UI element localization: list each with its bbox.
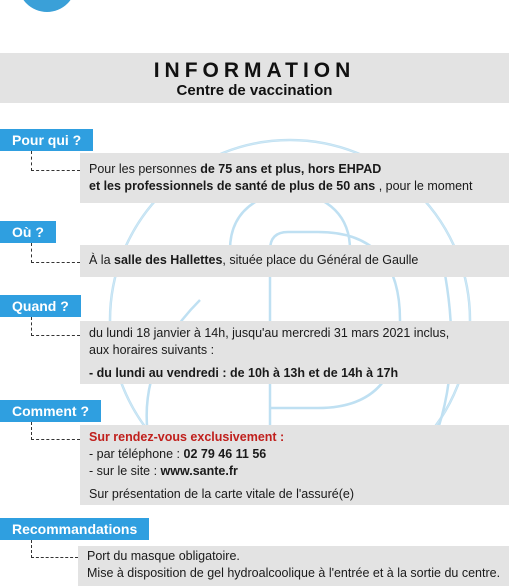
box-recommandations	[78, 546, 509, 586]
quand-line-3: - du lundi au vendredi : de 10h à 13h et de 14h à 17h	[89, 366, 399, 380]
comment-line-1: Sur rendez-vous exclusivement :	[89, 430, 285, 444]
connector-ou	[31, 243, 80, 263]
tag-ou: Où ?	[0, 221, 56, 243]
tag-comment: Comment ?	[0, 400, 101, 422]
tag-pour-qui: Pour qui ?	[0, 129, 93, 151]
pour-qui-line-1: Pour les personnes de 75 ans et plus, hors EHPAD	[89, 162, 382, 176]
comment-line-3: - sur le site : www.sante.fr	[89, 464, 238, 478]
box-comment	[80, 425, 509, 505]
page-title: INFORMATION	[153, 59, 356, 82]
comment-line-4: Sur présentation de la carte vitale de l'assuré(e)	[89, 487, 355, 501]
recommandations-line-2: Mise à disposition de gel hydroalcoolique à l'entrée et à la sortie du centre.	[87, 566, 501, 580]
box-ou	[80, 245, 509, 277]
recommandations-line-1: Port du masque obligatoire.	[87, 549, 240, 563]
pour-qui-line-2: et les professionnels de santé de plus de 50 ans , pour le moment	[89, 179, 473, 193]
connector-quand	[31, 317, 80, 336]
connector-pour-qui	[31, 151, 80, 171]
box-pour-qui	[80, 153, 509, 203]
header-banner	[0, 53, 509, 103]
box-quand	[80, 321, 509, 384]
comment-line-2: - par téléphone : 02 79 46 11 56	[89, 447, 267, 461]
tag-recommandations: Recommandations	[0, 518, 149, 540]
tag-quand: Quand ?	[0, 295, 81, 317]
quand-line-2: aux horaires suivants :	[89, 343, 215, 357]
connector-comment	[31, 422, 80, 440]
page-subtitle: Centre de vaccination	[176, 82, 333, 99]
quand-line-1: du lundi 18 janvier à 14h, jusqu'au mercredi 31 mars 2021 inclus,	[89, 326, 450, 340]
connector-recommandations	[31, 540, 78, 558]
ou-line-1: À la salle des Hallettes, située place du Général de Gaulle	[89, 253, 419, 267]
